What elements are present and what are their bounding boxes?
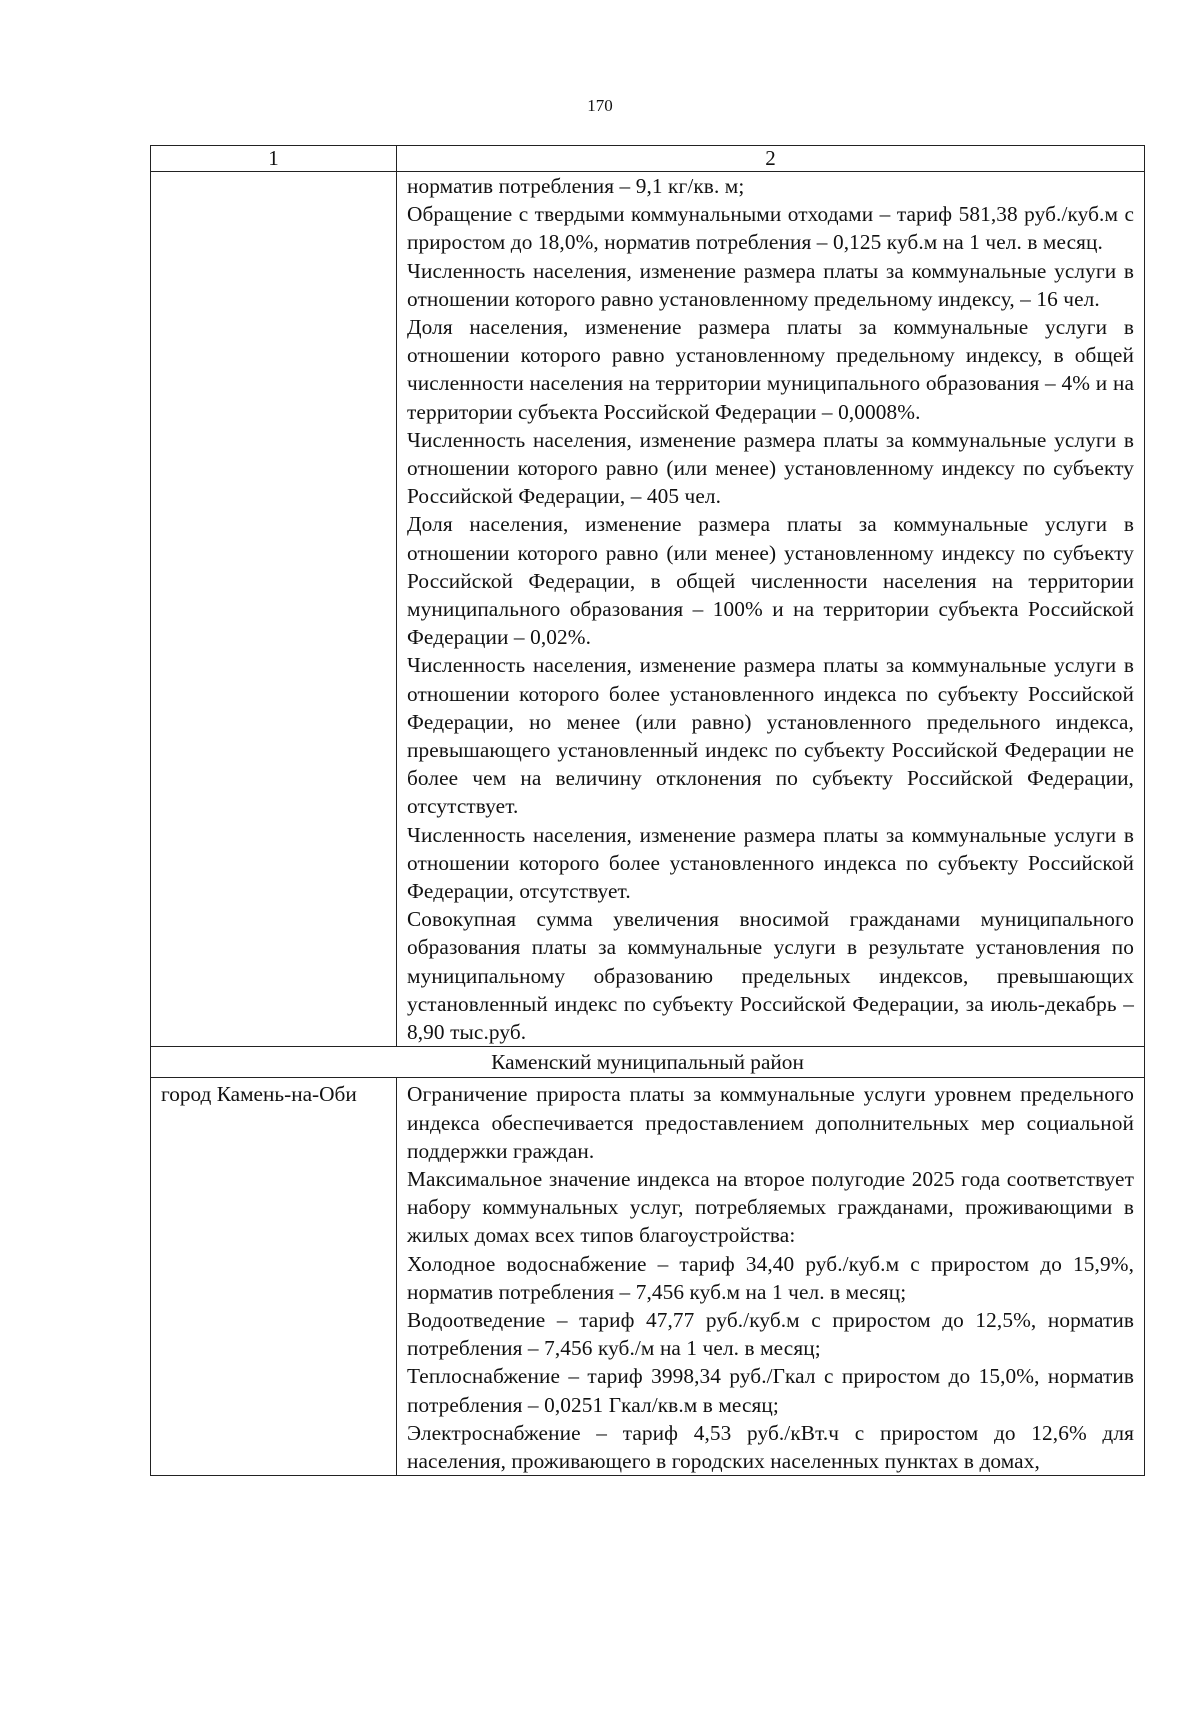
paragraph: Доля населения, изменение размера платы за коммунальные услуги в отношении которого равно (или менее) установленному индексу по субъекту Российской Федерации, в общей численности населения на территории муниципального образования – 100% и на территории субъекта Российской Федерации – 0,02%. [407, 512, 1134, 650]
table-header-row [151, 146, 1145, 172]
paragraph: Численность населения, изменение размера платы за коммунальные услуги в отношении которого равно (или менее) установленному индексу по субъекту Российской Федерации, – 405 чел. [407, 427, 1134, 509]
paragraph: Численность населения, изменение размера платы за коммунальные услуги в отношении которого равно установленному предельному индексу, – 16 чел. [407, 258, 1134, 311]
paragraph: норматив потребления – 9,1 кг/кв. м; [407, 174, 745, 198]
paragraph: Обращение с твердыми коммунальными отходами – тариф 581,38 руб./куб.м с приростом до 18,0%, норматив потребления – 0,125 куб.м на 1 чел. в месяц. [407, 202, 1134, 255]
territory-name [151, 172, 397, 1047]
paragraph: Максимальное значение индекса на второе полугодие 2025 года соответствует набору коммунальных услуг, потребляемых гражданами, проживающими в жилых домах всех типов благоустройства: [407, 1166, 1134, 1248]
paragraph: Численность населения, изменение размера платы за коммунальные услуги в отношении которого более установленного индекса по субъекту Российской Федерации, отсутствует. [407, 822, 1134, 904]
column-header-2: 2 [397, 146, 1145, 172]
description-cell [397, 172, 1145, 1047]
district-heading: Каменский муниципальный район [151, 1047, 1145, 1078]
tariff-table [150, 145, 1145, 1476]
description-cell [397, 1078, 1145, 1476]
territory-name: город Камень-на-Оби [151, 1078, 397, 1476]
paragraph: Доля населения, изменение размера платы за коммунальные услуги в отношении которого равно установленному предельному индексу, в общей численности населения на территории муниципального образования – 4% и на территории субъекта Российской Федерации – 0,0008%. [407, 315, 1134, 424]
paragraph: Холодное водоснабжение – тариф 34,40 руб./куб.м с приростом до 15,9%, норматив потребления – 7,456 куб.м на 1 чел. в месяц; [407, 1251, 1134, 1304]
paragraph: Водоотведение – тариф 47,77 руб./куб.м с приростом до 12,5%, норматив потребления – 7,456 куб./м на 1 чел. в месяц; [407, 1307, 1134, 1361]
paragraph: Численность населения, изменение размера платы за коммунальные услуги в отношении которого более установленного индекса по субъекту Российской Федерации, но менее (или равно) установленного предельного индекса, превышающего установленный индекс по субъекту Российской Федерации не более чем на величину отклонения по субъекту Российской Федерации, отсутствует. [407, 653, 1134, 819]
paragraph: Ограничение прироста платы за коммунальные услуги уровнем предельного индекса обеспечивается предоставлением дополнительных мер социальной поддержки граждан. [407, 1082, 1134, 1163]
table-row [151, 172, 1145, 1047]
paragraph: Совокупная сумма увеличения вносимой гражданами муниципального образования платы за коммунальные услуги в результате установления по муниципальному образованию предельных индексов, превышающих установленный индекс по субъекту Российской Федерации, за июль-декабрь – 8,90 тыс.руб. [407, 907, 1134, 1045]
district-row [151, 1047, 1145, 1078]
paragraph: Электроснабжение – тариф 4,53 руб./кВт.ч с приростом до 12,6% для населения, проживающего в городских населенных пунктах в домах, [407, 1420, 1134, 1473]
paragraph: Теплоснабжение – тариф 3998,34 руб./Гкал с приростом до 15,0%, норматив потребления – 0,0251 Гкал/кв.м в месяц; [407, 1364, 1134, 1417]
page-number: 170 [587, 96, 613, 115]
table-row [151, 1078, 1145, 1476]
column-header-1: 1 [151, 146, 397, 172]
